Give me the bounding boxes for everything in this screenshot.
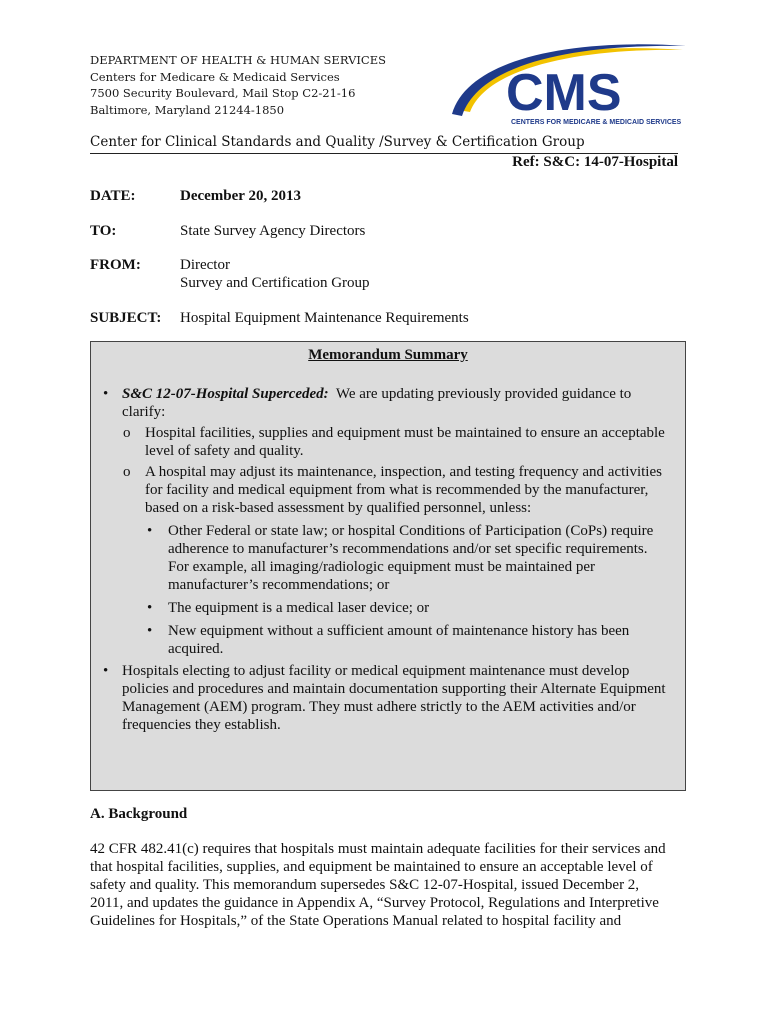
date-label: DATE: [90, 188, 136, 204]
sub-bullet-marker: o [123, 425, 131, 441]
sub-bullet-1-l2: level of safety and quality. [145, 443, 304, 459]
date-value: December 20, 2013 [180, 188, 301, 204]
paragraph-line: Guidelines for Hospitals,” of the State Operations Manual related to hospital facility and [90, 913, 622, 929]
to-label: TO: [90, 223, 117, 239]
memorandum-summary-box [90, 341, 686, 791]
summary-bullet-2-l4: frequencies they establish. [122, 717, 281, 733]
subject-label: SUBJECT: [90, 310, 162, 326]
center-name: Centers for Medicare & Medicaid Services [90, 69, 340, 84]
bullet-marker: • [103, 386, 109, 402]
summary-bullet-2-l3: Management (AEM) program. They must adhere strictly to the AEM activities and/or [122, 699, 636, 715]
paragraph-line: 42 CFR 482.41(c) requires that hospitals must maintain adequate facilities for their services and [90, 841, 666, 857]
summary-bullet-2-l2: policies and procedures and maintain documentation supporting their Alternate Equipment [122, 681, 666, 697]
agency-name: DEPARTMENT OF HEALTH & HUMAN SERVICES [90, 53, 386, 67]
cms-logo [448, 40, 688, 128]
city-address: Baltimore, Maryland 21244-1850 [90, 102, 285, 117]
summary-bullet-1 [122, 385, 631, 403]
from-line-1: Director [180, 257, 230, 273]
section-heading: A. Background [90, 806, 188, 822]
reference-number: Ref: S&C: 14-07-Hospital [512, 154, 678, 170]
exception-1-l2: adherence to manufacturer’s recommendations and/or set specific requirements. [168, 541, 648, 557]
paragraph-line: 2011, and updates the guidance in Appendix A, “Survey Protocol, Regulations and Interpretive [90, 895, 659, 911]
from-label: FROM: [90, 257, 141, 273]
bullet-marker: • [103, 663, 109, 679]
exception-3-l2: acquired. [168, 641, 224, 657]
center-heading: Center for Clinical Standards and Quality /Survey & Certification Group [90, 134, 585, 150]
bullet-1-text: We are updating previously provided guidance to [335, 386, 632, 402]
exception-2: The equipment is a medical laser device; or [168, 600, 430, 616]
sub-bullet-2-l3: based on a risk-based assessment by qualified personnel, unless: [145, 500, 532, 516]
bullet-1-text-cont: clarify: [122, 404, 166, 420]
exception-1-l1: Other Federal or state law; or hospital Conditions of Participation (CoPs) require [168, 523, 654, 539]
sub-bullet-1-l1: Hospital facilities, supplies and equipment must be maintained to ensure an acceptable [145, 425, 665, 441]
letterhead-address [90, 52, 386, 118]
summary-title: Memorandum Summary [308, 347, 468, 363]
bullet-marker: • [147, 623, 153, 639]
logo-subtext: CENTERS FOR MEDICARE & MEDICAID SERVICES [511, 119, 682, 126]
subject-value: Hospital Equipment Maintenance Requirements [180, 310, 469, 326]
background-paragraph [90, 840, 680, 930]
exception-1-l3: For example, all imaging/radiologic equipment must be maintained per [168, 559, 595, 575]
from-line-2: Survey and Certification Group [180, 275, 370, 291]
summary-bullet-2-l1: Hospitals electing to adjust facility or medical equipment maintenance must develop [122, 663, 630, 679]
exception-3-l1: New equipment without a sufficient amount of maintenance history has been [168, 623, 630, 639]
bullet-marker: • [147, 523, 153, 539]
bullet-marker: • [147, 600, 153, 616]
street-address: 7500 Security Boulevard, Mail Stop C2-21-16 [90, 86, 356, 100]
exception-1-l4: manufacturer’s recommendations; or [168, 577, 390, 593]
sub-bullet-marker: o [123, 464, 131, 480]
paragraph-line: safety and quality. This memorandum supersedes S&C 12-07-Hospital, issued December 2, [90, 877, 640, 893]
logo-text: CMS [506, 64, 622, 122]
sub-bullet-2-l1: A hospital may adjust its maintenance, inspection, and testing frequency and activities [145, 464, 662, 480]
to-value: State Survey Agency Directors [180, 223, 366, 239]
superceded-notice: S&C 12-07-Hospital Superceded: [122, 386, 329, 402]
sub-bullet-2-l2: for facility and medical equipment from what is recommended by the manufacturer, [145, 482, 649, 498]
paragraph-line: that hospital facilities, supplies, and equipment be maintained to ensure an acceptable level of [90, 859, 653, 875]
